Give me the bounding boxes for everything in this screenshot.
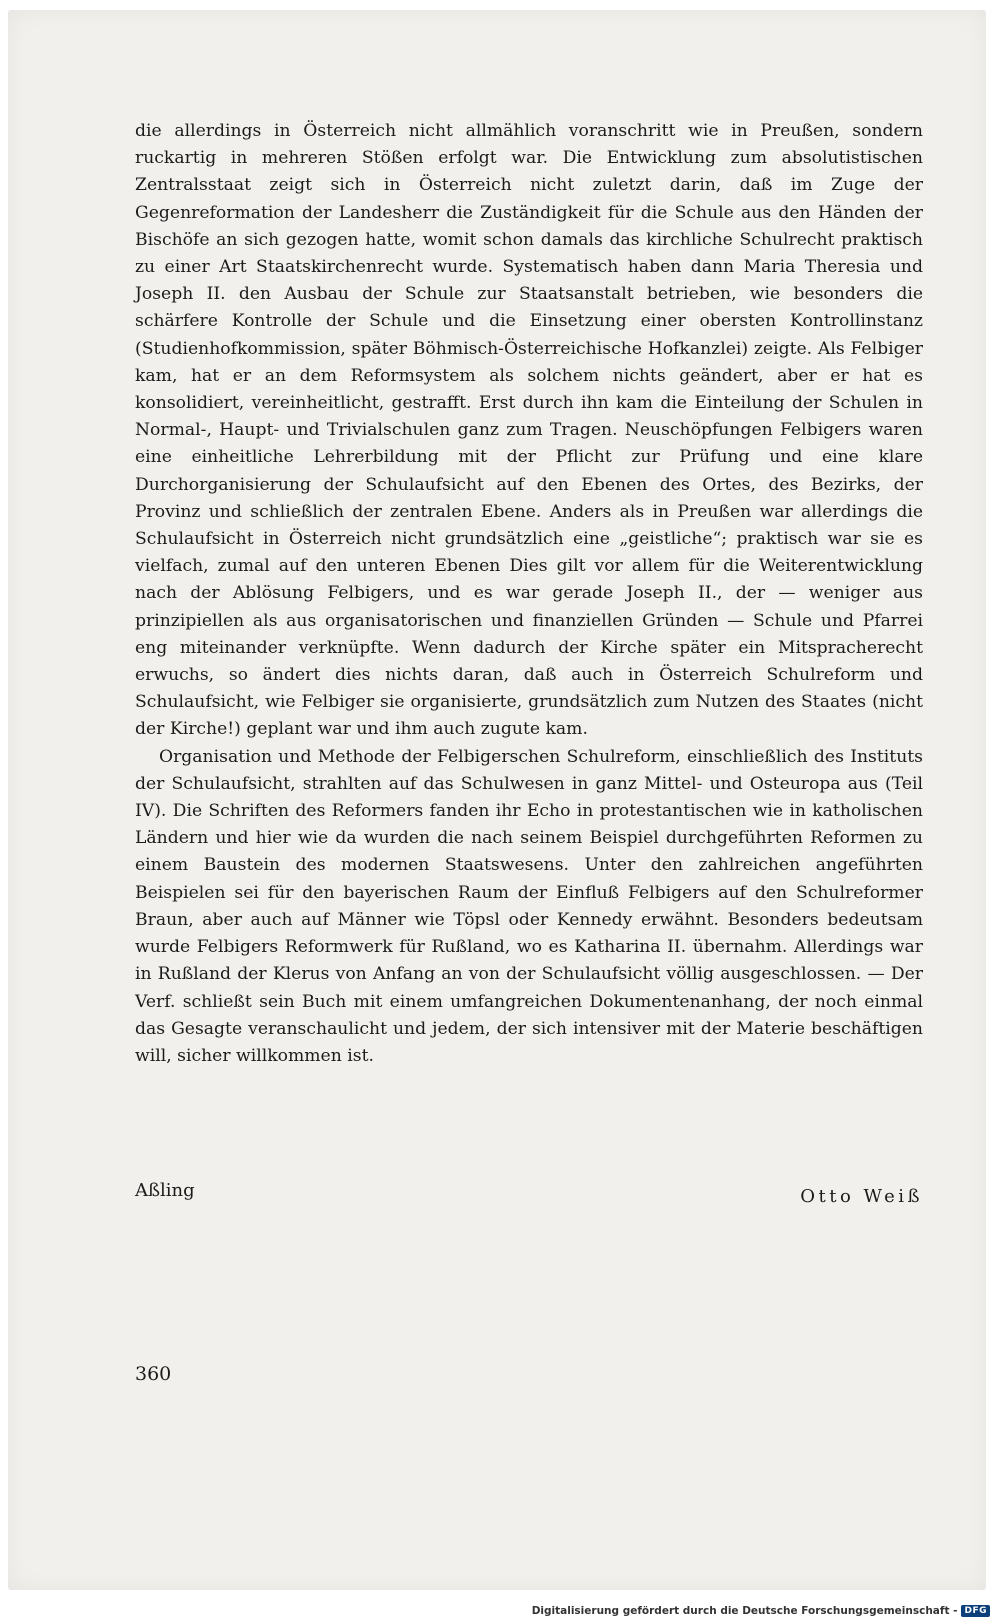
paragraph-1: die allerdings in Österreich nicht allmählich voranschritt wie in Preußen, sondern ruckartig in mehreren Stößen erfolgt war. Die Entwicklung zum absolutistischen Zentralsstaat zeigt sich in Österreich nicht zuletzt darin, daß im Zuge der Gegenreformation der Landesherr die Zuständigkeit für die Schule aus den Händen der Bischöfe an sich gezogen hatte, womit schon damals das kirchliche Schulrecht praktisch zu einer Art Staatskirchenrecht wurde. Systematisch haben dann Maria Theresia und Joseph II. den Ausbau der Schule zur Staatsanstalt betrieben, wie besonders die schärfere Kontrolle der Schule und die Einsetzung einer obersten Kontrollinstanz (Studienhofkommission, später Böhmisch-Österreichische Hofkanzlei) zeigte. Als Felbiger kam, hat er an dem Reformsystem als solchem nichts geändert, aber er hat es konsolidiert, vereinheitlicht, gestrafft. Erst durch ihn kam die Einteilung der Schulen in Normal-, Haupt- und Trivialschulen ganz zum Tragen. Neuschöpfungen Felbigers waren eine einheitliche Lehrerbildung mit der Pflicht zur Prüfung und eine klare Durchorganisierung der Schulaufsicht auf den Ebenen des Ortes, des Bezirks, der Provinz und schließlich der zentralen Ebene. Anders als in Preußen war allerdings die Schulaufsicht in Österreich nicht grundsätzlich eine „geistliche“; praktisch war sie es vielfach, zumal auf den unteren Ebenen Dies gilt vor allem für die Weiterentwicklung nach der Ablösung Felbigers, und es war gerade Joseph II., der — weniger aus prinzipiellen als aus organisatorischen und finanziellen Gründen — Schule und Pfarrei eng miteinander verknüpfte. Wenn dadurch der Kirche später ein Mitspracherecht erwuchs, so ändert dies nichts daran, daß auch in Österreich Schulreform und Schulaufsicht, wie Felbiger sie organisierte, grundsätzlich zum Nutzen des Staates (nicht der Kirche!) geplant war und ihm auch zugute kam. [135,121,923,740]
signature-place: Aßling [135,1180,195,1201]
digitization-footer [532,1605,990,1617]
footer-text: Digitalisierung gefördert durch die Deutsche Forschungsgemeinschaft - [531,1605,958,1617]
signature-author: Otto Weiß [800,1186,923,1207]
dfg-logo-icon: DFG [961,1605,990,1617]
signature-row [135,1180,923,1212]
article-body [135,118,923,1070]
paragraph-2: Organisation und Methode der Felbigerschen Schulreform, einschließlich des Instituts der Schulaufsicht, strahlten auf das Schulwesen in ganz Mittel- und Osteuropa aus (Teil IV). Die Schriften des Reformers fanden ihr Echo in protestantischen wie in katholischen Ländern und hier wie da wurden die nach seinem Beispiel durchgeführten Reformen zu einem Baustein des modernen Staatswesens. Unter den zahlreichen angeführten Beispielen sei für den bayerischen Raum der Einfluß Felbigers auf den Schulreformer Braun, aber auch auf Männer wie Töpsl oder Kennedy erwähnt. Besonders bedeutsam wurde Felbigers Reformwerk für Rußland, wo es Katharina II. übernahm. Allerdings war in Rußland der Klerus von Anfang an von der Schulaufsicht völlig ausgeschlossen. — Der Verf. schließt sein Buch mit einem umfangreichen Dokumentenanhang, der noch einmal das Gesagte veranschaulicht und jedem, der sich intensiver mit der Materie beschäftigen will, sicher willkommen ist. [135,746,923,1066]
page-number: 360 [135,1363,172,1385]
